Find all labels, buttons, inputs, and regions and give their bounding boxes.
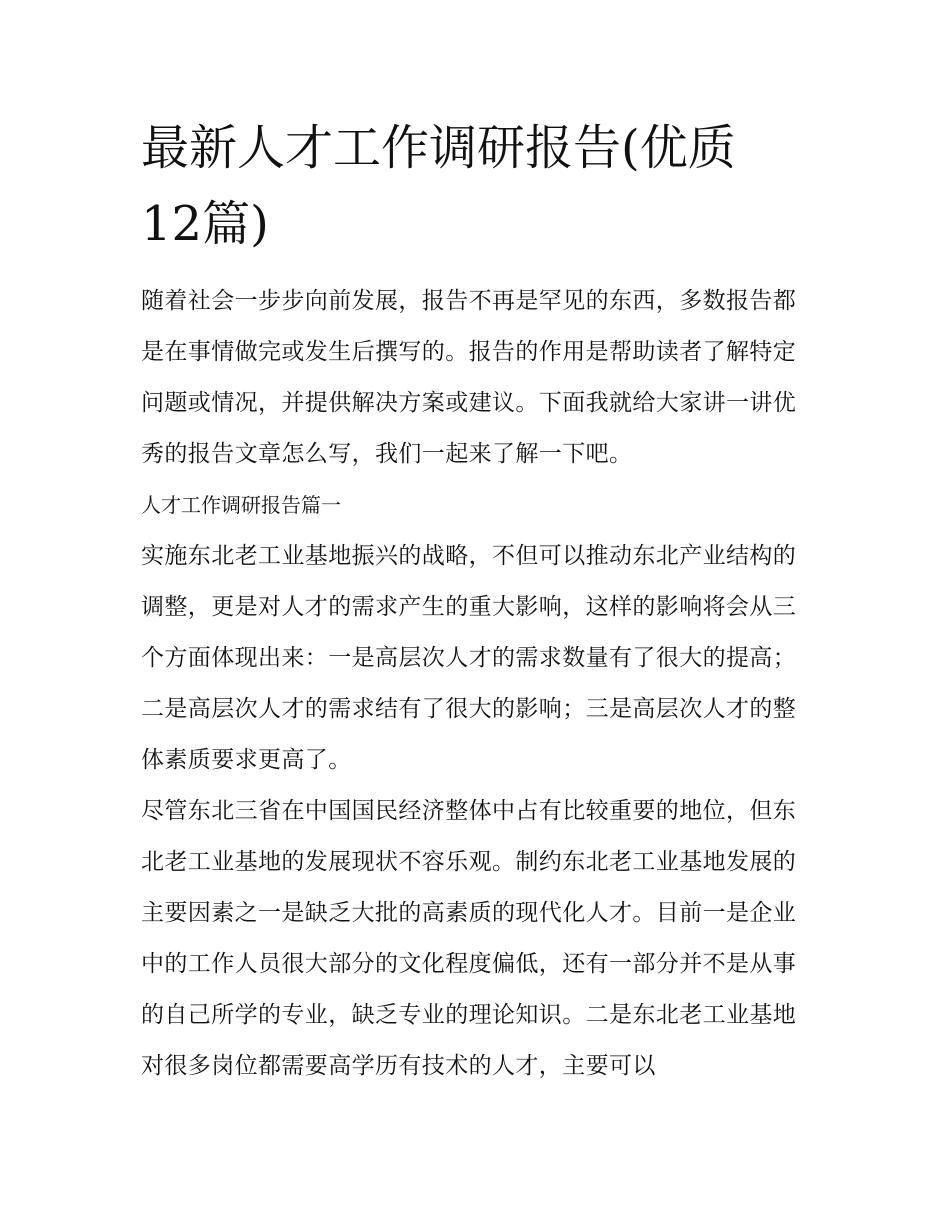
document-title: 最新人才工作调研报告(优质12篇) bbox=[141, 120, 736, 252]
body-paragraph: 实施东北老工业基地振兴的战略，不但可以推动东北产业结构的调整，更是对人才的需求产生的重大影响，这样的影响将会从三个方面体现出来：一是高层次人才的需求数量有了很大的提高；二是高层次人才的需求结有了很大的影响；三是高层次人才的整体素质要求更高了。 bbox=[141, 543, 797, 773]
section-heading: 人才工作调研报告篇一 bbox=[141, 493, 341, 517]
body-paragraph: 尽管东北三省在中国国民经济整体中占有比较重要的地位，但东北老工业基地的发展现状不容乐观。制约东北老工业基地发展的主要因素之一是缺乏大批的高素质的现代化人才。目前一是企业中的工作人员很大部分的文化程度偏低，还有一部分并不是从事的自己所学的专业，缺乏专业的理论知识。二是东北老工业基地对很多岗位都需要高学历有技术的人才，主要可以 bbox=[141, 798, 797, 1079]
document-body bbox=[141, 110, 815, 1092]
intro-paragraph: 随着社会一步步向前发展，报告不再是罕见的东西，多数报告都是在事情做完或发生后撰写的。报告的作用是帮助读者了解特定问题或情况，并提供解决方案或建议。下面我就给大家讲一讲优秀的报告文章怎么写，我们一起来了解一下吧。 bbox=[141, 288, 797, 467]
